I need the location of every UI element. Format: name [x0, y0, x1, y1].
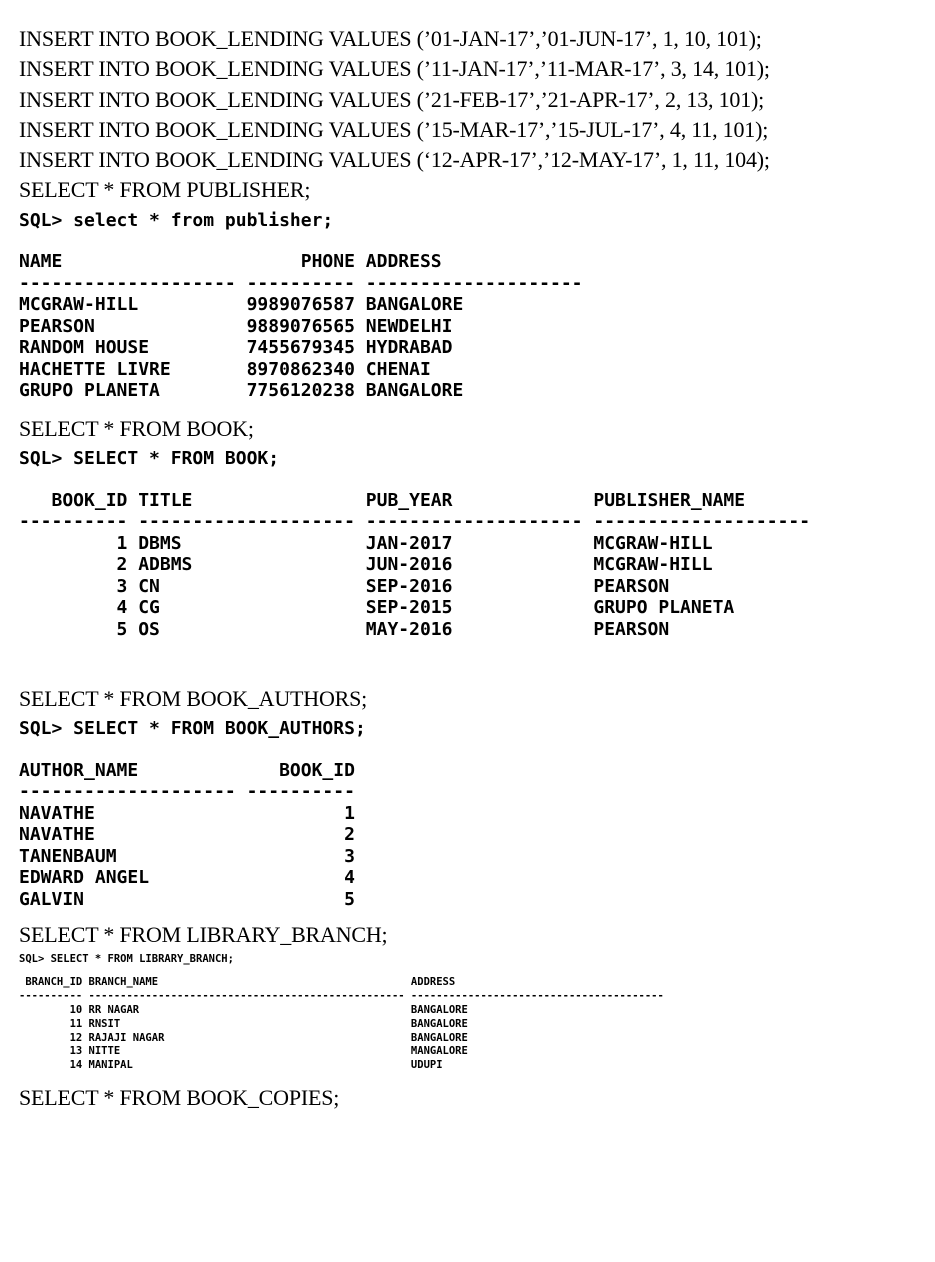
insert-statement: INSERT INTO BOOK_LENDING VALUES (‘12-APR-17’,’12-MAY-17’, 1, 11, 104);	[19, 147, 770, 173]
insert-statement: INSERT INTO BOOK_LENDING VALUES (’21-FEB-17’,’21-APR-17’, 2, 13, 101);	[19, 86, 765, 112]
table-separator: ---------- -------------------- -------------------- --------------------	[19, 511, 811, 533]
library-branch-result-table	[19, 976, 919, 1073]
table-separator: -------------------- ----------	[19, 781, 355, 803]
publisher-result-table	[19, 251, 919, 402]
table-row: PEARSON 9889076565 NEWDELHI	[19, 315, 453, 337]
book-authors-section	[19, 684, 919, 910]
insert-statement: INSERT INTO BOOK_LENDING VALUES (’01-JAN-17’,’01-JUN-17’, 1, 10, 101);	[19, 26, 762, 51]
insert-statement: INSERT INTO BOOK_LENDING VALUES (’15-MAR-17’,’15-JUL-17’, 4, 11, 101);	[19, 116, 769, 142]
table-separator: -------------------- ---------- --------------------	[19, 272, 583, 294]
table-header: AUTHOR_NAME BOOK_ID	[19, 759, 355, 781]
book-copies-select-statement: SELECT * FROM BOOK_COPIES;	[19, 1085, 340, 1111]
book-copies-section	[19, 1083, 919, 1113]
table-header: NAME PHONE ADDRESS	[19, 251, 442, 273]
insert-statements	[19, 24, 919, 175]
library-branch-sql-prompt: SQL> SELECT * FROM LIBRARY_BRANCH;	[19, 952, 234, 965]
table-row: 12 RAJAJI NAGAR BANGALORE	[19, 1031, 468, 1044]
table-row: 11 RNSIT BANGALORE	[19, 1017, 468, 1030]
table-row: 14 MANIPAL UDUPI	[19, 1059, 443, 1072]
table-row: GALVIN 5	[19, 888, 355, 910]
book-result-table	[19, 490, 919, 641]
document-page	[19, 24, 919, 1113]
table-row: MCGRAW-HILL 9989076587 BANGALORE	[19, 294, 464, 316]
table-row: TANENBAUM 3	[19, 845, 355, 867]
table-header: BRANCH_ID BRANCH_NAME ADDRESS	[19, 976, 456, 989]
table-row: 5 OS MAY-2016 PEARSON	[19, 618, 670, 640]
insert-statement: INSERT INTO BOOK_LENDING VALUES (’11-JAN-17’,’11-MAR-17’, 3, 14, 101);	[19, 56, 770, 82]
library-branch-section	[19, 920, 919, 1073]
book-authors-sql-prompt: SQL> SELECT * FROM BOOK_AUTHORS;	[19, 718, 366, 740]
book-authors-result-table	[19, 760, 919, 911]
book-section	[19, 414, 919, 640]
book-sql-prompt: SQL> SELECT * FROM BOOK;	[19, 448, 280, 470]
table-row: 1 DBMS JAN-2017 MCGRAW-HILL	[19, 532, 713, 554]
table-row: 13 NITTE MANGALORE	[19, 1045, 468, 1058]
table-row: 3 CN SEP-2016 PEARSON	[19, 575, 670, 597]
table-row: RANDOM HOUSE 7455679345 HYDRABAD	[19, 337, 453, 359]
table-row: 2 ADBMS JUN-2016 MCGRAW-HILL	[19, 554, 713, 576]
table-row: GRUPO PLANETA 7756120238 BANGALORE	[19, 380, 464, 402]
table-row: NAVATHE 1	[19, 802, 355, 824]
table-header: BOOK_ID TITLE PUB_YEAR PUBLISHER_NAME	[19, 489, 746, 511]
library-branch-select-statement: SELECT * FROM LIBRARY_BRANCH;	[19, 922, 388, 948]
book-select-statement: SELECT * FROM BOOK;	[19, 415, 254, 441]
table-row: NAVATHE 2	[19, 824, 355, 846]
book-authors-select-statement: SELECT * FROM BOOK_AUTHORS;	[19, 686, 368, 712]
publisher-select-statement: SELECT * FROM PUBLISHER;	[19, 177, 311, 203]
table-row: HACHETTE LIVRE 8970862340 CHENAI	[19, 358, 431, 380]
table-row: EDWARD ANGEL 4	[19, 867, 355, 889]
table-row: 10 RR NAGAR BANGALORE	[19, 1004, 468, 1017]
publisher-section	[19, 175, 919, 401]
table-row: 4 CG SEP-2015 GRUPO PLANETA	[19, 597, 735, 619]
table-separator: ---------- -------------------------------------------------- ----------------------------------------	[19, 990, 664, 1003]
publisher-sql-prompt: SQL> select * from publisher;	[19, 209, 334, 231]
